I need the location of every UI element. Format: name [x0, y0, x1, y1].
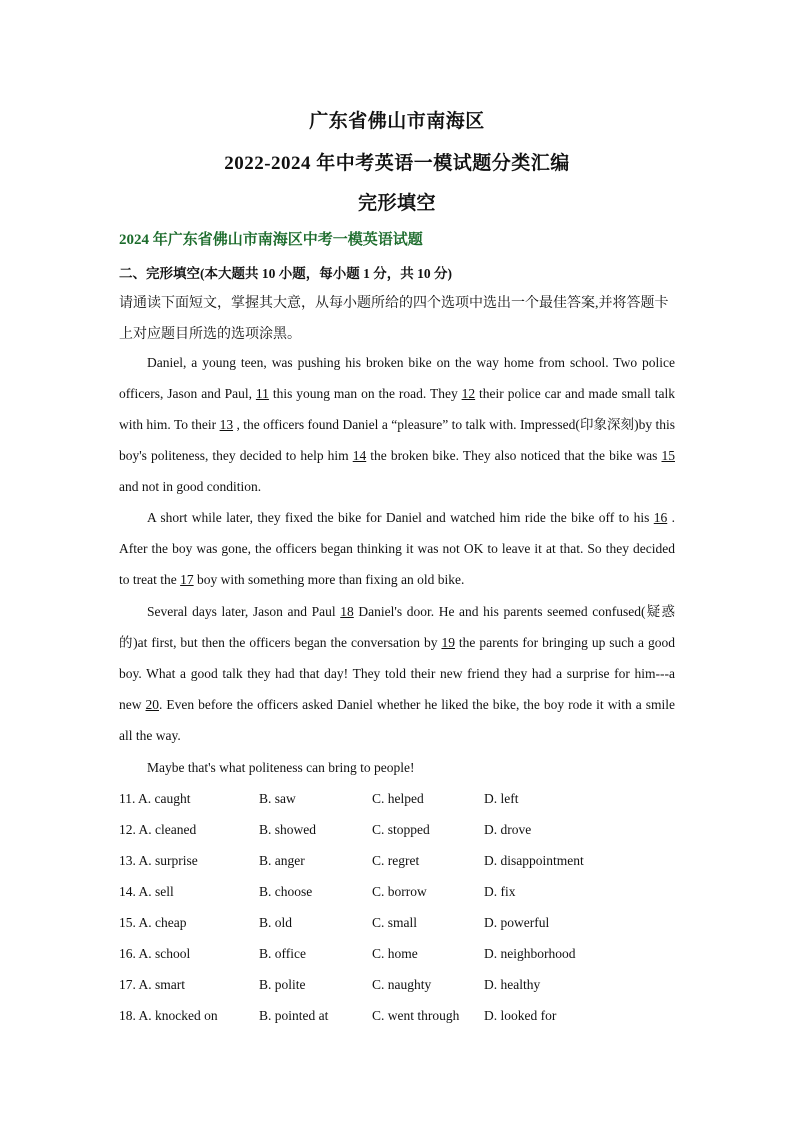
option-d: D. disappointment: [484, 853, 584, 868]
option-row: [119, 907, 675, 938]
blank-number: 19: [441, 635, 455, 650]
passage-text: . Even before the officers asked Daniel whether he liked the bike, the boy rode it with a smile all the way.: [119, 697, 675, 743]
title-subject: 2022-2024 年中考英语一模试题分类汇编: [224, 153, 570, 174]
option-row: [119, 1000, 675, 1031]
section-title: 2024 年广东省佛山市南海区中考一模英语试题: [119, 232, 423, 248]
passage-paragraph-2: [119, 502, 675, 595]
option-c: C. borrow: [372, 884, 427, 899]
passage-text: Daniel's door. He and his parents seemed confused(疑惑的)at first, but then the officers began the conversation by: [119, 604, 675, 650]
option-d: D. drove: [484, 822, 532, 837]
option-row: [119, 969, 675, 1000]
blank-number: 17: [180, 572, 194, 587]
option-d: D. healthy: [484, 977, 541, 992]
option-row: [119, 814, 675, 845]
option-row: [119, 845, 675, 876]
option-a: 18. A. knocked on: [119, 1008, 218, 1023]
blank-number: 18: [340, 604, 354, 619]
blank-number: 14: [352, 448, 367, 463]
passage-text: boy with something more than fixing an old bike.: [193, 572, 465, 587]
blank-number: 15: [661, 448, 675, 463]
passage-text: Daniel, a young teen, was pushing his broken bike on the way home from school. Two police officers, Jason and Paul,: [119, 355, 675, 401]
blank-number: 11: [255, 386, 269, 401]
option-row: [119, 938, 675, 969]
option-a: 15. A. cheap: [119, 915, 187, 930]
option-b: B. pointed at: [259, 1008, 329, 1023]
blank-number: 20: [145, 697, 160, 712]
option-b: B. old: [259, 915, 293, 930]
options-table: [119, 783, 675, 1031]
option-b: B. choose: [259, 884, 313, 899]
option-b: B. showed: [259, 822, 316, 837]
passage-paragraph-4: Maybe that's what politeness can bring to people!: [147, 760, 415, 775]
title-region: 广东省佛山市南海区: [309, 111, 485, 132]
option-a: 16. A. school: [119, 946, 191, 961]
option-d: D. left: [484, 791, 519, 806]
option-c: C. regret: [372, 853, 420, 868]
option-a: 17. A. smart: [119, 977, 185, 992]
passage-text: their police car and made small talk with him. To their: [119, 386, 675, 432]
option-c: C. home: [372, 946, 418, 961]
option-b: B. polite: [259, 977, 306, 992]
option-a: 13. A. surprise: [119, 853, 198, 868]
blank-number: 13: [219, 417, 234, 432]
blank-number: 16: [653, 510, 668, 525]
option-a: 11. A. caught: [119, 791, 191, 806]
option-c: C. helped: [372, 791, 424, 806]
option-d: D. powerful: [484, 915, 550, 930]
option-b: B. anger: [259, 853, 305, 868]
option-c: C. went through: [372, 1008, 460, 1023]
passage-text: A short while later, they fixed the bike for Daniel and watched him ride the bike off to his: [147, 510, 654, 525]
blank-number: 12: [461, 386, 476, 401]
passage-paragraph-1: [119, 347, 675, 502]
passage-text: , the officers found Daniel a “pleasure” to talk with. Impressed(印象深刻)by this boy's politeness, they decided to help him: [119, 417, 675, 463]
option-d: D. looked for: [484, 1008, 557, 1023]
passage-text: the broken bike. They also noticed that the bike was: [366, 448, 662, 463]
option-b: B. saw: [259, 791, 296, 806]
passage-text: this young man on the road. They: [268, 386, 462, 401]
option-row: [119, 876, 675, 907]
option-a: 14. A. sell: [119, 884, 174, 899]
option-c: C. stopped: [372, 822, 430, 837]
option-c: C. small: [372, 915, 418, 930]
question-header: 二、完形填空(本大题共 10 小题，每小题 1 分，共 10 分): [119, 266, 452, 281]
passage-text: Several days later, Jason and Paul: [147, 604, 341, 619]
option-b: B. office: [259, 946, 306, 961]
option-row: [119, 783, 675, 814]
option-a: 12. A. cleaned: [119, 822, 197, 837]
option-d: D. fix: [484, 884, 516, 899]
passage-text: the parents for bringing up such a good boy. What a good talk they had that day! They told their new friend they had a surprise for him---a new: [119, 635, 676, 712]
option-c: C. naughty: [372, 977, 432, 992]
passage-text: and not in good condition.: [119, 479, 262, 494]
title-topic: 完形填空: [357, 193, 436, 214]
option-d: D. neighborhood: [484, 946, 576, 961]
passage-paragraph-3: [119, 596, 675, 751]
instructions: 请通读下面短文，掌握其大意，从每小题所给的四个选项中选出一个最佳答案,并将答题卡上对应题目所选的选项涂黑。: [119, 296, 669, 342]
passage-text: . After the boy was gone, the officers began thinking it was not OK to leave it at that. So they decided to treat the: [119, 510, 676, 587]
